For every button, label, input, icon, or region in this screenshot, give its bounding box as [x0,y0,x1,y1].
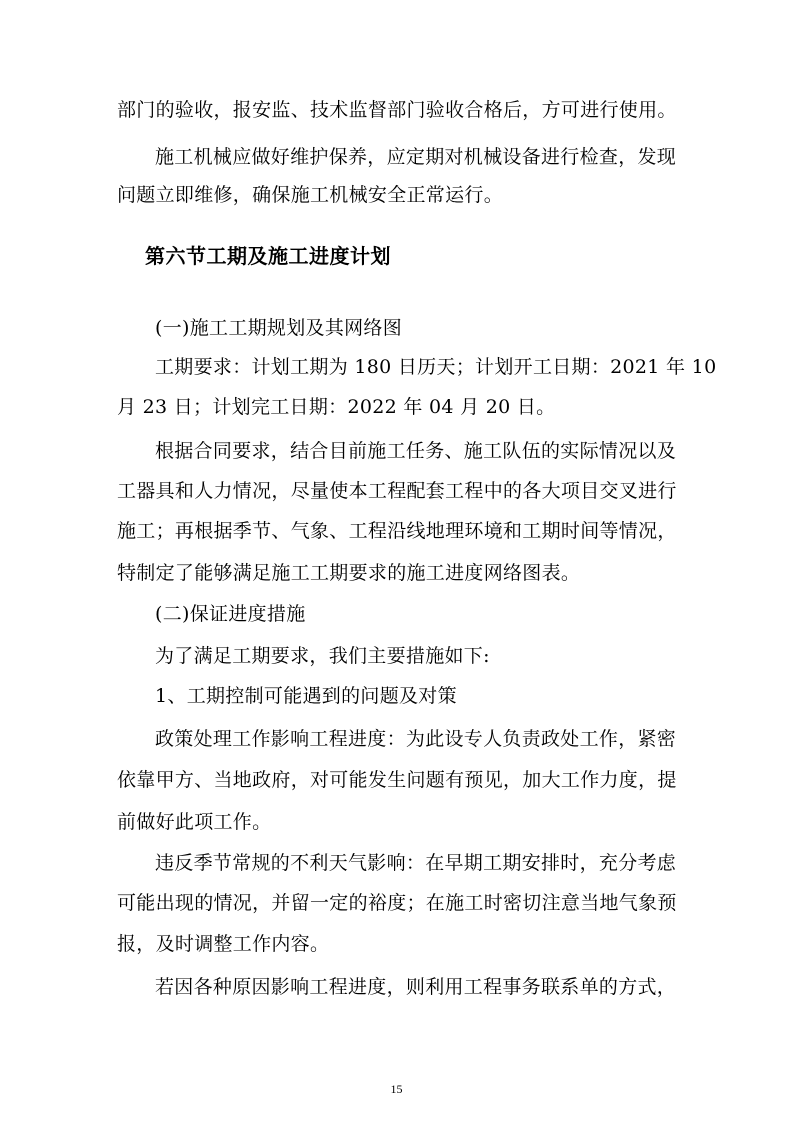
subsection-heading: (二)保证进度措施 [155,603,306,625]
section-heading: 第六节工期及施工进度计划 [145,244,391,268]
paragraph-line: 为了满足工期要求，我们主要措施如下: [155,645,490,667]
paragraph-line: 根据合同要求，结合目前施工任务、施工队伍的实际情况以及 [155,440,677,462]
paragraph-line: 施工机械应做好维护保养，应定期对机械设备进行检查，发现 [155,146,677,168]
paragraph-line: 违反季节常规的不利天气影响：在早期工期安排时，充分考虑 [155,852,677,874]
page-number: 15 [390,1082,403,1096]
paragraph-line: 依靠甲方、当地政府，对可能发生问题有预见，加大工作力度，提 [117,769,677,791]
paragraph-line: 工器具和人力情况，尽量使本工程配套工程中的各大项目交叉进行 [117,480,677,502]
list-item-heading: 1、工期控制可能遇到的问题及对策 [155,685,457,707]
paragraph-line: 施工；再根据季节、气象、工程沿线地理环境和工期时间等情况， [117,520,677,542]
paragraph-line: 报，及时调整工作内容。 [117,933,330,955]
paragraph-line: 月 23 日；计划完工日期：2022 年 04 月 20 日。 [117,396,556,418]
paragraph-line: 问题立即维修，确保施工机械安全正常运行。 [117,184,504,206]
paragraph-line: 政策处理工作影响工程进度：为此设专人负责政处工作，紧密 [155,728,677,750]
paragraph-line: 特制定了能够满足施工工期要求的施工进度网络图表。 [117,562,581,584]
paragraph-line: 可能出现的情况，并留一定的裕度；在施工时密切注意当地气象预 [117,892,677,914]
subsection-heading: (一)施工工期规划及其网络图 [155,317,403,339]
paragraph-line: 工期要求：计划工期为 180 日历天；计划开工日期：2021 年 10 [155,356,717,378]
paragraph-line: 前做好此项工作。 [117,811,272,833]
paragraph-line: 若因各种原因影响工程进度，则利用工程事务联系单的方式， [155,976,677,998]
paragraph-line: 部门的验收，报安监、技术监督部门验收合格后，方可进行使用。 [117,99,677,121]
